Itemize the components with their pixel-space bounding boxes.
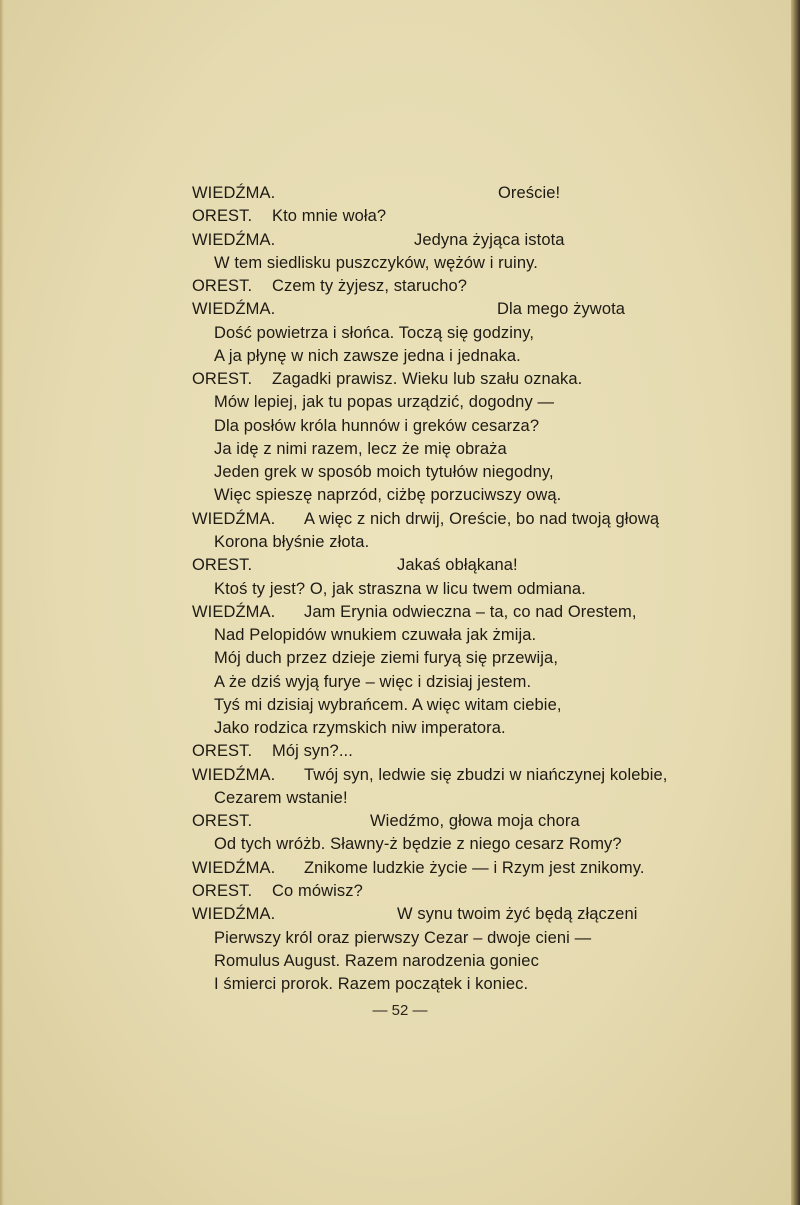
dialogue-text: Czem ty żyjesz, starucho? — [272, 277, 468, 296]
speaker-label: OREST. — [192, 812, 253, 831]
speaker-label: WIEDŹMA. — [192, 602, 276, 621]
line-8 — [0, 345, 800, 368]
dialogue-text: Ktoś ty jest? O, jak straszna w licu twem odmiana. — [214, 579, 586, 598]
dialogue-text: Dla mego żywota — [497, 300, 626, 319]
dialogue-text: W synu twoim żyć będą złączeni — [397, 905, 638, 924]
line-28 — [0, 810, 800, 833]
speaker-label: OREST. — [192, 277, 253, 296]
dialogue-text: Tyś mi dzisiaj wybrańcem. A więc witam ciebie, — [214, 695, 562, 714]
dialogue-text: Mój syn?... — [272, 742, 353, 761]
line-1 — [0, 182, 800, 205]
line-15 — [0, 508, 800, 531]
dialogue-text: Twój syn, ledwie się zbudzi w niańczynej kolebie, — [304, 765, 668, 784]
speaker-label: WIEDŹMA. — [192, 765, 276, 784]
speaker-label: WIEDŹMA. — [192, 509, 276, 528]
line-20 — [0, 624, 800, 647]
dialogue-text: Korona błyśnie złota. — [214, 532, 370, 551]
line-24 — [0, 717, 800, 740]
dialogue-text: Wiedźmo, głowa moja chora — [370, 812, 580, 831]
speaker-label: WIEDŹMA. — [192, 300, 276, 319]
line-14 — [0, 484, 800, 507]
dialogue-text: Więc spieszę naprzód, ciżbę porzuciwszy ową. — [214, 486, 562, 505]
dialogue-text: Mów lepiej, jak tu popas urządzić, dogodny — — [214, 393, 555, 412]
line-30 — [0, 857, 800, 880]
line-5 — [0, 275, 800, 298]
dialogue-text: A ja płynę w nich zawsze jedna i jednaka. — [214, 346, 521, 365]
page-number: — 52 — — [372, 1002, 428, 1019]
line-4 — [0, 252, 800, 275]
dialogue-text: Oreście! — [498, 184, 561, 202]
line-31 — [0, 880, 800, 903]
line-16 — [0, 531, 800, 554]
line-6 — [0, 298, 800, 321]
line-10 — [0, 391, 800, 414]
dialogue-text: Ja idę z nimi razem, lecz że mię obraża — [214, 439, 507, 458]
line-33 — [0, 927, 800, 950]
dialogue-text: A więc z nich drwij, Oreście, bo nad twoją głową — [304, 509, 660, 528]
dialogue-text: Dość powietrza i słońca. Toczą się godziny, — [214, 323, 535, 342]
dialogue-text: Cezarem wstanie! — [214, 788, 348, 807]
line-26 — [0, 764, 800, 787]
line-12 — [0, 438, 800, 461]
line-9 — [0, 368, 800, 391]
line-13 — [0, 461, 800, 484]
dialogue-text: Znikome ludzkie życie — i Rzym jest znikomy. — [304, 858, 645, 877]
dialogue-text: A że dziś wyją furye – więc i dzisiaj jestem. — [214, 672, 532, 691]
line-27 — [0, 787, 800, 810]
line-7 — [0, 322, 800, 345]
line-22 — [0, 671, 800, 694]
speaker-label: WIEDŹMA. — [192, 858, 276, 877]
dialogue-text: Jakaś obłąkana! — [397, 556, 518, 575]
line-32 — [0, 903, 800, 926]
speaker-label: WIEDŹMA. — [192, 230, 276, 249]
speaker-label: WIEDŹMA. — [192, 184, 276, 202]
line-29 — [0, 833, 800, 856]
line-3 — [0, 229, 800, 252]
dialogue-text: Od tych wróżb. Sławny-ż będzie z niego cesarz Romy? — [214, 835, 622, 854]
line-34 — [0, 950, 800, 973]
dialogue-text: Kto mnie woła? — [272, 207, 387, 226]
dialogue-text: Co mówisz? — [272, 881, 363, 900]
line-23 — [0, 694, 800, 717]
speaker-label: OREST. — [192, 556, 253, 575]
dialogue-text: Jeden grek w sposób moich tytułów niegodny, — [214, 463, 554, 482]
line-19 — [0, 601, 800, 624]
line-18 — [0, 578, 800, 601]
speaker-label: WIEDŹMA. — [192, 905, 276, 924]
dialogue-text: I śmierci prorok. Razem początek i koniec. — [214, 975, 529, 994]
dialogue-text: Dla posłów króla hunnów i greków cesarza? — [214, 416, 540, 435]
dialogue-text: Jedyna żyjąca istota — [414, 230, 565, 249]
play-text — [0, 182, 800, 996]
line-35 — [0, 973, 800, 996]
line-2 — [0, 205, 800, 228]
speaker-label: OREST. — [192, 207, 253, 226]
speaker-label: OREST. — [192, 742, 253, 761]
dialogue-text: Jam Erynia odwieczna – ta, co nad Orestem, — [304, 602, 637, 621]
dialogue-text: Nad Pelopidów wnukiem czuwała jak żmija. — [214, 626, 537, 645]
line-21 — [0, 647, 800, 670]
dialogue-text: Romulus August. Razem narodzenia goniec — [214, 951, 539, 970]
speaker-label: OREST. — [192, 881, 253, 900]
dialogue-text: Zagadki prawisz. Wieku lub szału oznaka. — [272, 370, 583, 389]
speaker-label: OREST. — [192, 370, 253, 389]
dialogue-text: Pierwszy król oraz pierwszy Cezar – dwoje cieni — — [214, 928, 592, 947]
line-17 — [0, 554, 800, 577]
line-11 — [0, 415, 800, 438]
line-25 — [0, 740, 800, 763]
dialogue-text: Jako rodzica rzymskich niw imperatora. — [214, 719, 506, 738]
dialogue-text: W tem siedlisku puszczyków, wężów i ruiny. — [214, 253, 538, 272]
dialogue-text: Mój duch przez dzieje ziemi furyą się przewija, — [214, 649, 558, 668]
